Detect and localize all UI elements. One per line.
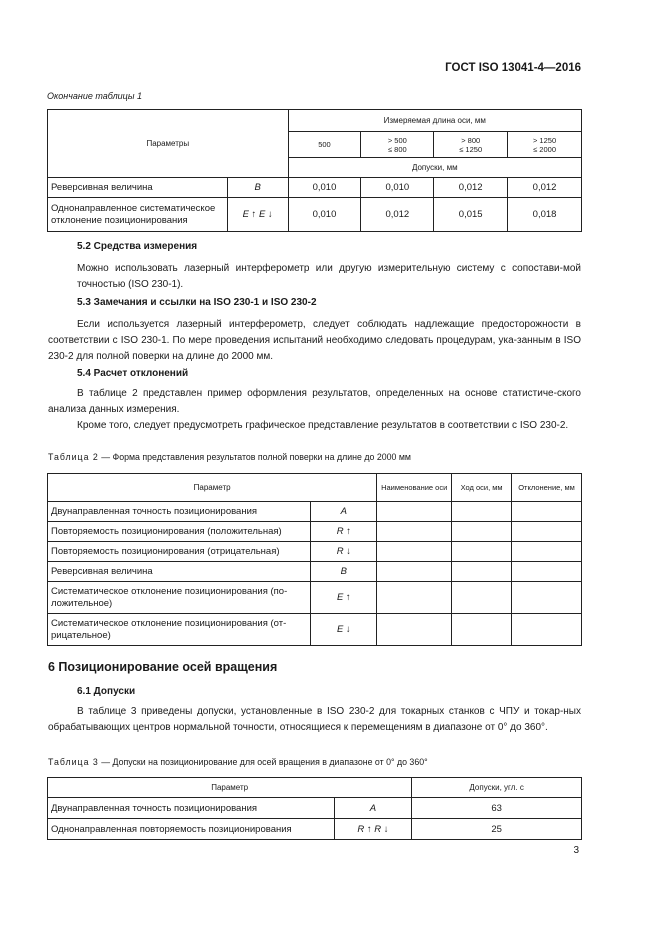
section-5-4-heading: 5.4 Расчет отклонений	[77, 368, 189, 379]
param-symbol: R ↓	[311, 542, 377, 562]
page-number: 3	[573, 845, 579, 856]
param-symbol: E ↓	[311, 614, 377, 646]
param-symbol: A	[311, 502, 377, 522]
table-row	[48, 614, 582, 646]
param-name: Двунаправленная точность позиционирования	[48, 502, 311, 522]
table3-param-header: Параметр	[48, 778, 412, 798]
table1-len-col: > 500 ≤ 800	[361, 132, 434, 158]
empty-cell	[512, 542, 582, 562]
param-name: Двунаправленная точность позиционирования	[48, 798, 335, 819]
table-row	[48, 502, 582, 522]
section-6-1-text: В таблице 3 приведены допуски, установленные в ISO 230-2 для токарных станков с ЧПУ и токар-ных обрабатывающих центров нормальной точности, относящиеся к перемещениям в диапазоне от 0° до 360°.	[48, 706, 581, 733]
table-row	[48, 798, 582, 819]
param-name: Реверсивная величина	[48, 562, 311, 582]
table1-param-header: Параметры	[48, 110, 289, 178]
table1	[47, 109, 582, 232]
empty-cell	[512, 614, 582, 646]
param-symbol: E ↑ E ↓	[227, 198, 288, 232]
section-5-4-text-1: В таблице 2 представлен пример оформления результатов, определенных на основе статистиче-ского анализа данных измерения.	[48, 388, 581, 415]
section-5-2-text: Можно использовать лазерный интерферометр или другую измерительную систему с сопостави-мой точностью (ISO 230-1).	[77, 263, 581, 290]
table-row	[48, 819, 582, 840]
param-name: Реверсивная величина	[48, 178, 228, 198]
empty-cell	[512, 522, 582, 542]
table1-len-col: > 800 ≤ 1250	[434, 132, 508, 158]
param-name: Повторяемость позиционирования (отрицательная)	[48, 542, 311, 562]
table2-axis-travel-header: Ход оси, мм	[452, 474, 512, 502]
param-name: Систематическое отклонение позиционирования (от-рицательное)	[48, 614, 311, 646]
empty-cell	[377, 522, 452, 542]
param-symbol: E ↑	[311, 582, 377, 614]
table2	[47, 473, 582, 646]
empty-cell	[512, 502, 582, 522]
table1-tolerance-header: Допуски, мм	[288, 158, 581, 178]
param-symbol: A	[334, 798, 412, 819]
table-row	[48, 562, 582, 582]
table3-tolerance-header: Допуски, угл. с	[412, 778, 582, 798]
table-row	[48, 582, 582, 614]
document-code: ГОСТ ISO 13041-4—2016	[445, 62, 581, 74]
table1-caption: Окончание таблицы 1	[47, 91, 142, 101]
section-5-3-text: Если используется лазерный интерферометр, следует соблюдать надлежащие предосторожности в соответствии с ISO 230-1. По мере проведения испытаний необходимо следовать процедурам, ука-занным в ISO 230-2 для полной поверки на длине до 2000 мм.	[48, 319, 581, 362]
section-5-3-heading: 5.3 Замечания и ссылки на ISO 230-1 и ISO 230-2	[77, 297, 317, 308]
empty-cell	[452, 562, 512, 582]
table-row	[48, 542, 582, 562]
empty-cell	[377, 614, 452, 646]
param-name: Систематическое отклонение позиционирования (по-ложительное)	[48, 582, 311, 614]
empty-cell	[512, 562, 582, 582]
value-cell: 0,018	[508, 198, 582, 232]
value-cell: 0,012	[508, 178, 582, 198]
section-6-1-heading: 6.1 Допуски	[77, 686, 136, 697]
empty-cell	[452, 522, 512, 542]
table2-caption: Таблица 2 — Форма представления результатов полной поверки на длине до 2000 мм	[48, 452, 411, 462]
table-row	[48, 198, 582, 232]
section-6-heading: 6 Позиционирование осей вращения	[48, 660, 278, 674]
table-row	[48, 178, 582, 198]
table3-caption: Таблица 3 — Допуски на позиционирование для осей вращения в диапазоне от 0° до 360°	[48, 757, 428, 767]
section-5-4-text-2: Кроме того, следует предусмотреть графическое представление результатов в соответствии с ISO 230-2.	[77, 420, 569, 431]
empty-cell	[452, 542, 512, 562]
value-cell: 0,010	[288, 178, 361, 198]
value-cell: 0,010	[361, 178, 434, 198]
table1-length-header: Измеряемая длина оси, мм	[288, 110, 581, 132]
table2-axis-name-header: Наименование оси	[377, 474, 452, 502]
value-cell: 63	[412, 798, 582, 819]
value-cell: 0,015	[434, 198, 508, 232]
param-name: Однонаправленное систематическое отклонение позиционирования	[48, 198, 228, 232]
empty-cell	[377, 502, 452, 522]
empty-cell	[377, 562, 452, 582]
empty-cell	[452, 502, 512, 522]
value-cell: 25	[412, 819, 582, 840]
value-cell: 0,012	[361, 198, 434, 232]
param-symbol: R ↑	[311, 522, 377, 542]
param-symbol: B	[227, 178, 288, 198]
param-name: Однонаправленная повторяемость позиционирования	[48, 819, 335, 840]
empty-cell	[512, 582, 582, 614]
param-name: Повторяемость позиционирования (положительная)	[48, 522, 311, 542]
value-cell: 0,012	[434, 178, 508, 198]
table-row	[48, 522, 582, 542]
empty-cell	[452, 582, 512, 614]
table3	[47, 777, 582, 840]
param-symbol: B	[311, 562, 377, 582]
table2-param-header: Параметр	[48, 474, 377, 502]
empty-cell	[377, 582, 452, 614]
section-5-2-heading: 5.2 Средства измерения	[77, 241, 198, 252]
table2-deviation-header: Отклонение, мм	[512, 474, 582, 502]
table1-len-col: > 1250 ≤ 2000	[508, 132, 582, 158]
empty-cell	[452, 614, 512, 646]
table1-len-col: 500	[288, 132, 361, 158]
value-cell: 0,010	[288, 198, 361, 232]
empty-cell	[377, 542, 452, 562]
param-symbol: R ↑ R ↓	[334, 819, 412, 840]
